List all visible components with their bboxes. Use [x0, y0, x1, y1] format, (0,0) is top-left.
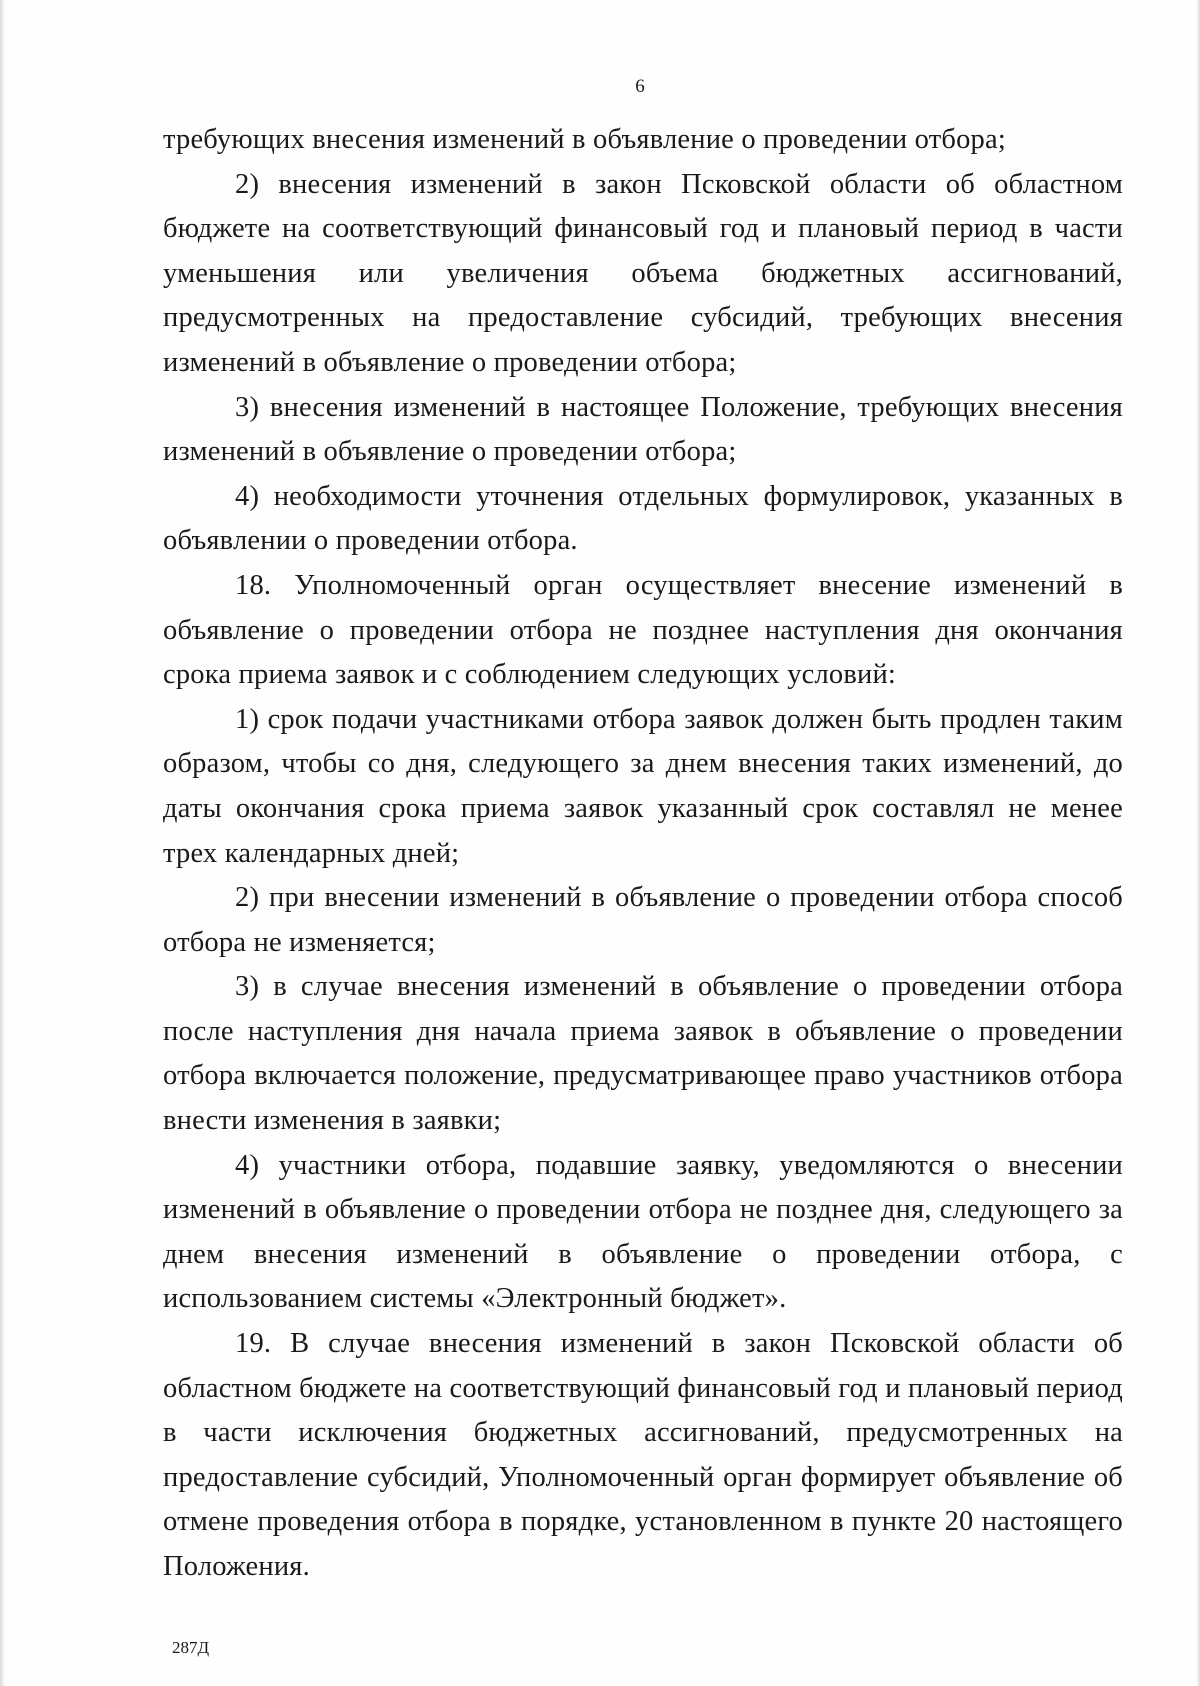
paragraph-18-item-2: 2) при внесении изменений в объявление о проведении отбора способ отбора не изменяется;	[163, 882, 1123, 958]
document-body	[163, 118, 1123, 1590]
page-number: 6	[635, 76, 645, 97]
paragraph-item-2: 2) внесения изменений в закон Псковской области об областном бюджете на соответствующий финансовый год и плановый период в части уменьшения или увеличения объема бюджетных ассигнований, предусмотренных на предоставление субсидий, требующих внесения изменений в объявление о проведении отбора;	[163, 168, 1123, 378]
paragraph-clause-19: 19. В случае внесения изменений в закон Псковской области об областном бюджете на соответствующий финансовый год и плановый период в части исключения бюджетных ассигнований, предусмотренных на предоставление субсидий, Уполномоченный орган формирует объявление об отмене проведения отбора в порядке, установленном в пункте 20 настоящего Положения.	[163, 1328, 1123, 1582]
paragraph-18-item-3: 3) в случае внесения изменений в объявление о проведении отбора после наступления дня начала приема заявок в объявление о проведении отбора включается положение, предусматривающее право участников отбора внести изменения в заявки;	[163, 971, 1123, 1137]
paragraph-18-item-4: 4) участники отбора, подавшие заявку, уведомляются о внесении изменений в объявление о проведении отбора не позднее дня, следующего за днем внесения изменений в объявление о проведении отбора, с использованием системы «Электронный бюджет».	[163, 1149, 1123, 1315]
paragraph-18-item-1: 1) срок подачи участниками отбора заявок должен быть продлен таким образом, чтобы со дня, следующего за днем внесения таких изменений, до даты окончания срока приема заявок указанный срок составлял не менее трех календарных дней;	[163, 703, 1123, 869]
paragraph-item-4: 4) необходимости уточнения отдельных формулировок, указанных в объявлении о проведении отбора.	[163, 480, 1123, 557]
paragraph-clause-18: 18. Уполномоченный орган осуществляет внесение изменений в объявление о проведении отбора не позднее наступления дня окончания срока приема заявок и с соблюдением следующих условий:	[163, 569, 1123, 691]
paragraph-continuation: требующих внесения изменений в объявление о проведении отбора;	[163, 124, 1006, 155]
paragraph-item-3: 3) внесения изменений в настоящее Положение, требующих внесения изменений в объявление о проведении отбора;	[163, 391, 1123, 468]
scan-edge-left	[0, 0, 6, 1686]
document-code: 287Д	[172, 1638, 210, 1657]
scan-edge-right	[1196, 0, 1200, 1686]
